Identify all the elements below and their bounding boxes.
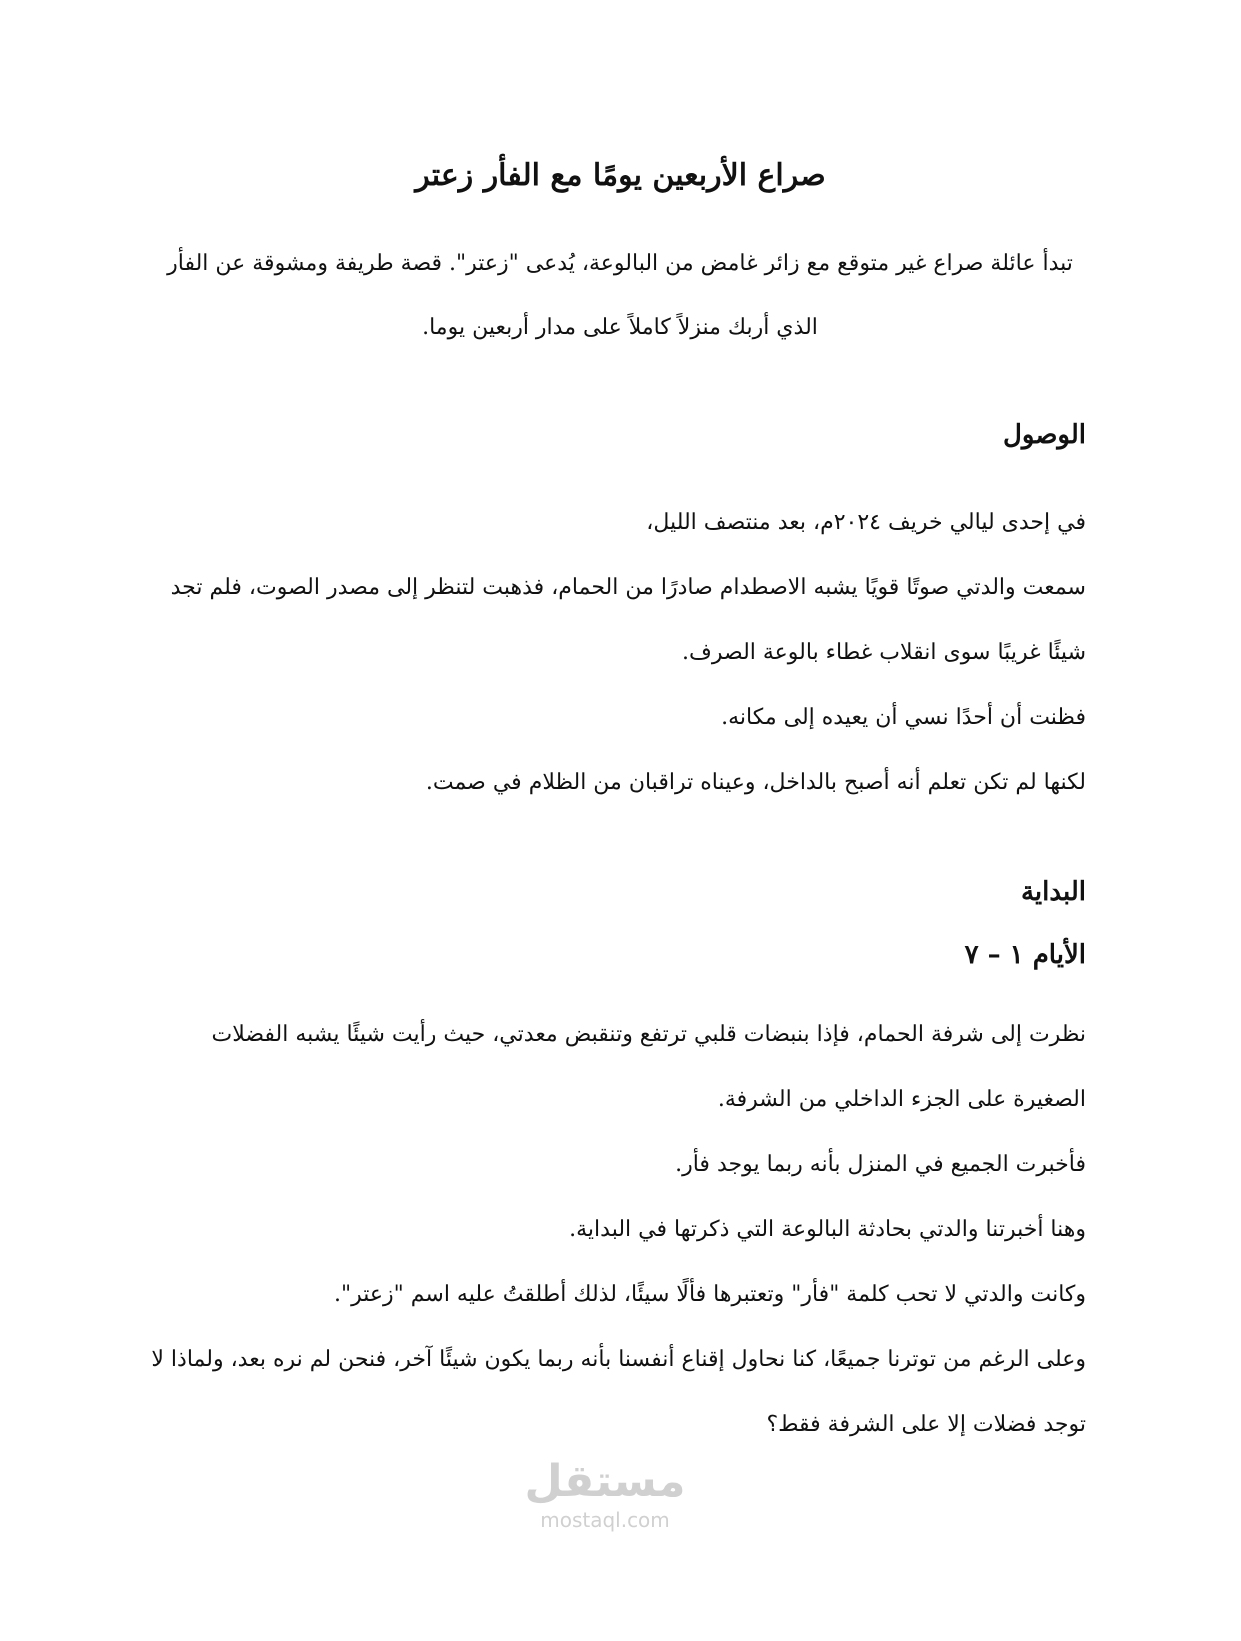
document-title: صراع الأربعين يومًا مع الفأر زعتر [415,158,826,193]
paragraph-line: وعلى الرغم من توترنا جميعًا، كنا نحاول إقناع أنفسنا بأنه ربما يكون شيئًا آخر، فنحن لم نره بعد، ولماذا لا توجد فضلات إلا على الشرفة فقط؟ [151,1347,1086,1437]
section-heading: الوصول [1003,420,1086,450]
section-arrival [146,420,1086,450]
watermark [500,1455,710,1531]
paragraph-line: وهنا أخبرتنا والدتي بحادثة البالوعة التي ذكرتها في البداية. [569,1217,1086,1242]
paragraph-line: سمعت والدتي صوتًا قويًا يشبه الاصطدام صادرًا من الحمام، فذهبت لتنظر إلى مصدر الصوت، فلم تجد شيئًا غريبًا سوى انقلاب غطاء بالوعة الصرف. [170,575,1086,665]
intro-paragraph: تبدأ عائلة صراع غير متوقع مع زائر غامض من البالوعة، يُدعى "زعتر". قصة طريفة ومشوقة عن الفأر الذي أربك منزلاً كاملاً على مدار أربعين يوما. [167,251,1073,340]
paragraph-line: فأخبرت الجميع في المنزل بأنه ربما يوجد فأر. [675,1152,1086,1177]
section-beginning [146,877,1086,907]
paragraph-line: في إحدى ليالي خريف ٢٠٢٤م، بعد منتصف الليل، [646,510,1086,535]
section-arrival-body [146,490,1086,815]
watermark-url: mostaql.com [540,1508,670,1532]
section-heading: البداية [1020,877,1086,907]
paragraph-line: نظرت إلى شرفة الحمام، فإذا بنبضات قلبي ترتفع وتنقبض معدتي، حيث رأيت شيئًا يشبه الفضلات الصغيرة على الجزء الداخلي من الشرفة. [211,1022,1086,1112]
section-days [146,940,1086,970]
watermark-logo: مستقل [524,1456,686,1507]
paragraph-line: وكانت والدتي لا تحب كلمة "فأر" وتعتبرها فألًا سيئًا، لذلك أطلقتُ عليه اسم "زعتر". [334,1282,1086,1307]
section-subheading: الأيام ١ – ٧ [964,940,1086,970]
paragraph-line: لكنها لم تكن تعلم أنه أصبح بالداخل، وعيناه تراقبان من الظلام في صمت. [425,770,1086,795]
paragraph-line: فظنت أن أحدًا نسي أن يعيده إلى مكانه. [721,705,1086,730]
section-beginning-body [146,1002,1086,1457]
